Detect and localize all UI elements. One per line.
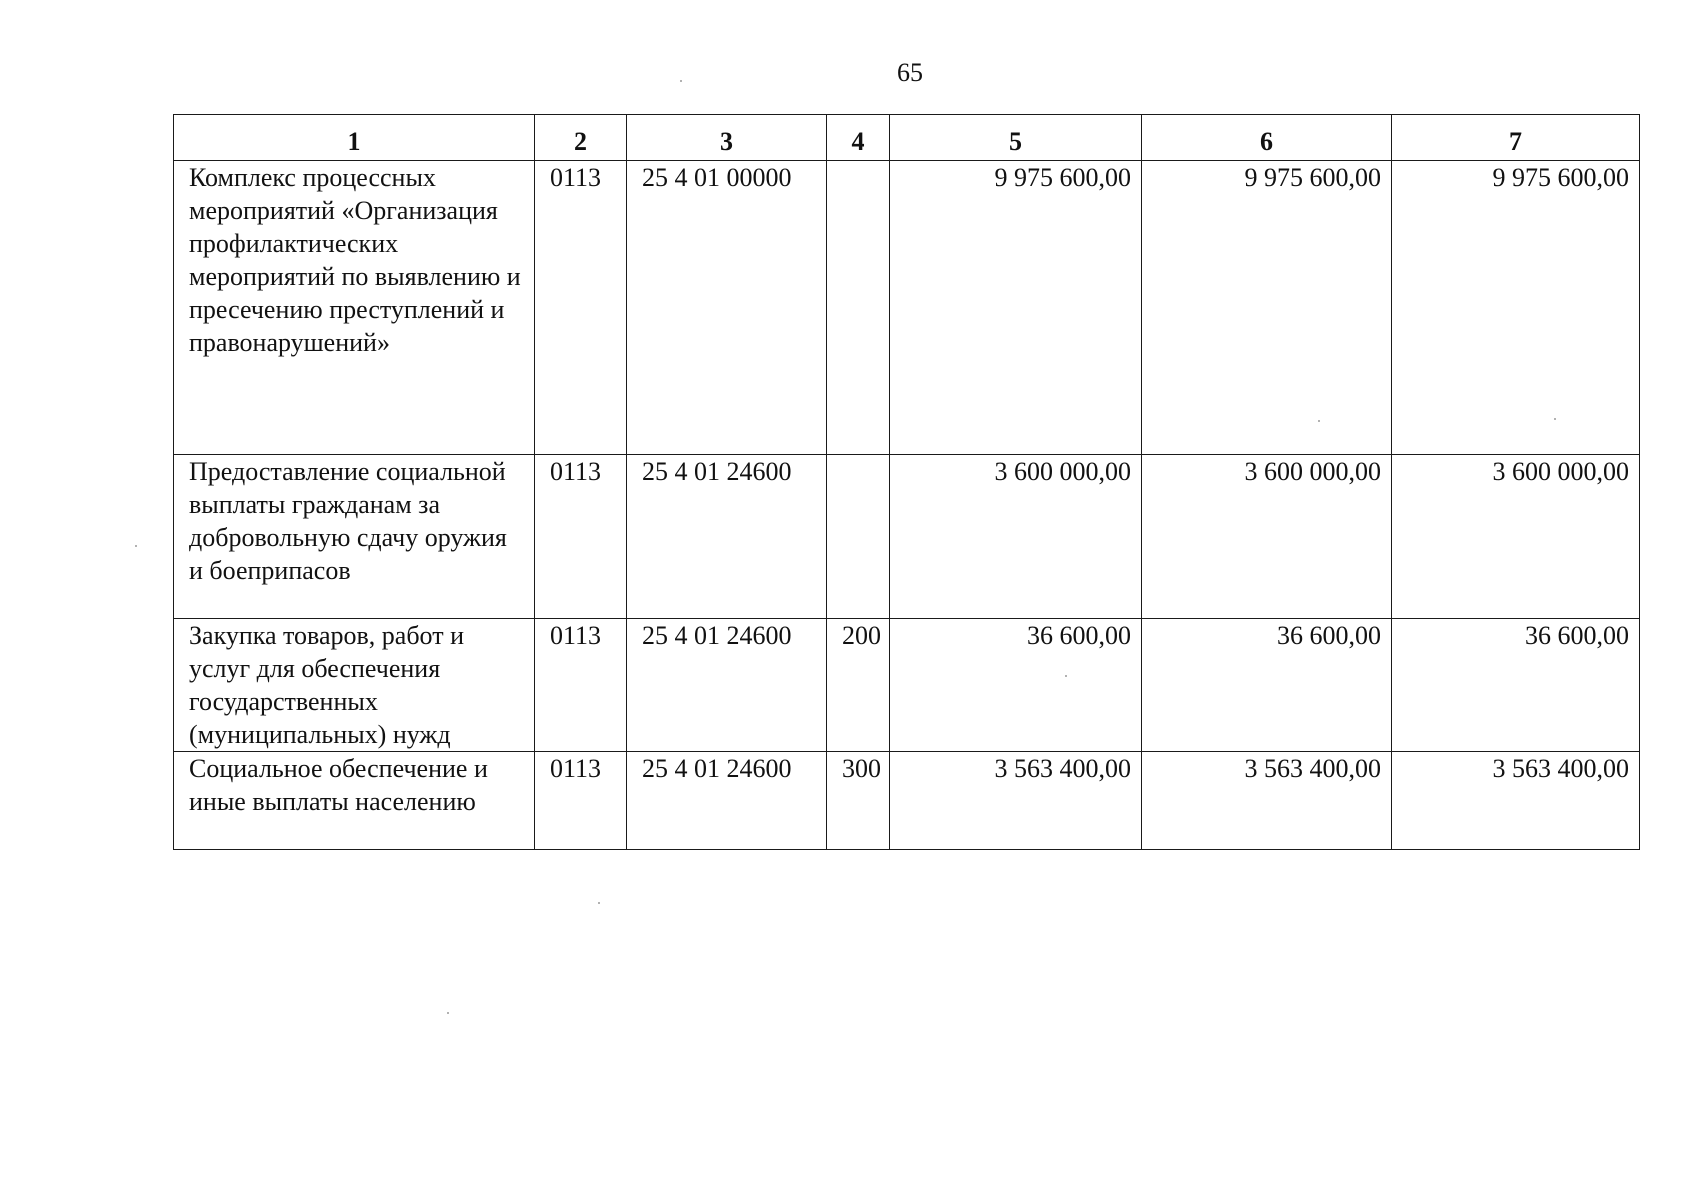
section-code-cell: 0113 [535,455,627,619]
expense-type-cell: 300 [827,752,890,850]
amount-col-7-cell: 36 600,00 [1392,619,1640,752]
target-article-cell: 25 4 01 24600 [627,455,827,619]
target-article-cell: 25 4 01 00000 [627,161,827,455]
amount-col-6-cell: 3 563 400,00 [1142,752,1392,850]
header-col-7: 7 [1392,115,1640,161]
amount-col-5-cell: 9 975 600,00 [890,161,1142,455]
row-name-cell: Предоставление социальной выплаты гражданам за добровольную сдачу оружия и боеприпасов [174,455,535,619]
amount-col-7-cell: 3 563 400,00 [1392,752,1640,850]
section-code-cell: 0113 [535,619,627,752]
section-code-cell: 0113 [535,161,627,455]
expense-type-cell: 200 [827,619,890,752]
scan-speck [598,902,600,904]
amount-col-5-cell: 3 600 000,00 [890,455,1142,619]
header-col-5: 5 [890,115,1142,161]
target-article-cell: 25 4 01 24600 [627,619,827,752]
amount-col-6-cell: 3 600 000,00 [1142,455,1392,619]
scan-speck [1554,418,1556,420]
budget-table [173,114,1640,850]
row-name-cell: Закупка товаров, работ и услуг для обеспечения государственных (муниципальных) нужд [174,619,535,752]
table-row [174,619,1640,752]
expense-type-cell [827,161,890,455]
amount-col-7-cell: 9 975 600,00 [1392,161,1640,455]
header-col-2: 2 [535,115,627,161]
header-col-6: 6 [1142,115,1392,161]
amount-col-7-cell: 3 600 000,00 [1392,455,1640,619]
row-name-cell: Социальное обеспечение и иные выплаты населению [174,752,535,850]
expense-type-cell [827,455,890,619]
amount-col-5-cell: 3 563 400,00 [890,752,1142,850]
amount-col-5-cell: 36 600,00 [890,619,1142,752]
header-col-3: 3 [627,115,827,161]
header-col-1: 1 [174,115,535,161]
scan-speck [447,1012,449,1014]
amount-col-6-cell: 36 600,00 [1142,619,1392,752]
page-number: 65 [897,58,923,87]
scan-speck [1065,675,1067,677]
scan-speck [135,545,137,547]
target-article-cell: 25 4 01 24600 [627,752,827,850]
scan-speck [1318,420,1320,422]
table-row [174,752,1640,850]
scan-speck [680,80,682,82]
table-row [174,161,1640,455]
row-name-cell: Комплекс процессных мероприятий «Организация профилактических мероприятий по выявлению и пресечению преступлений и правонарушений» [174,161,535,455]
header-col-4: 4 [827,115,890,161]
section-code-cell: 0113 [535,752,627,850]
amount-col-6-cell: 9 975 600,00 [1142,161,1392,455]
table-row [174,455,1640,619]
header-row [174,115,1640,161]
